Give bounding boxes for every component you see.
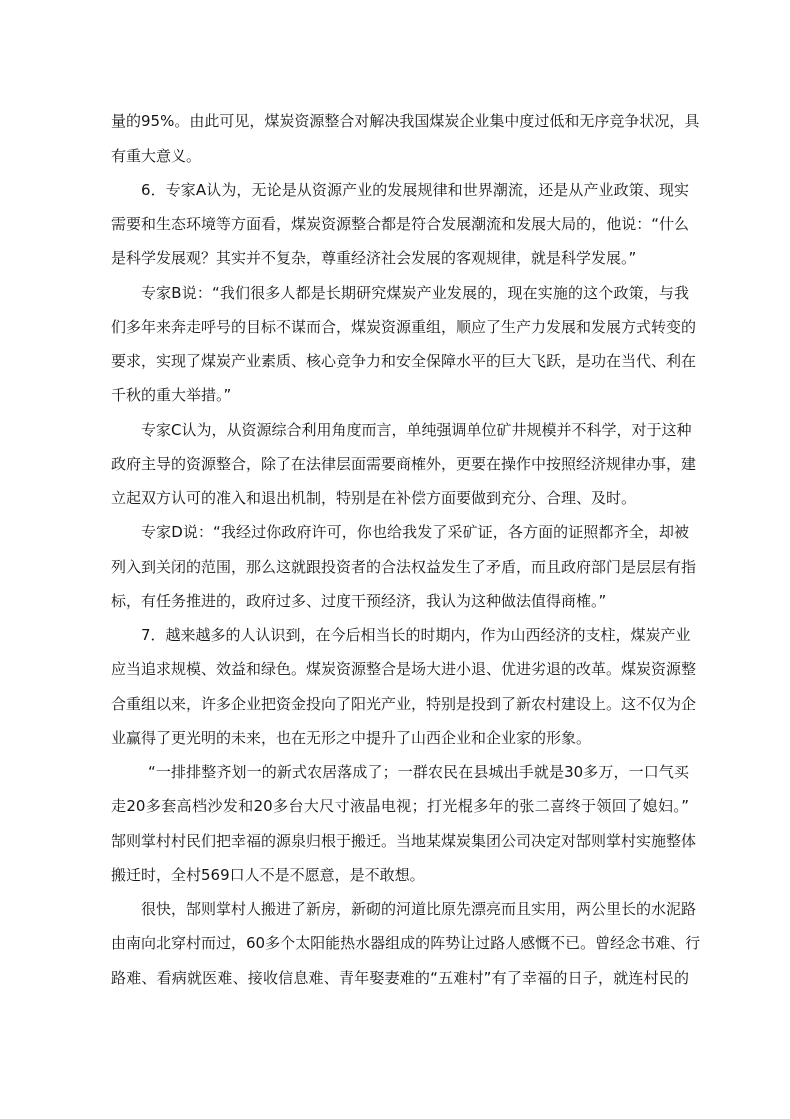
- paragraph-line: 是科学发展观？其实并不复杂，尊重经济社会发展的客观规律，就是科学发展。”: [111, 249, 637, 267]
- paragraph-line: 标，有任务推进的，政府过多、过度干预经济，我认为这种做法值得商榷。”: [111, 592, 607, 610]
- paragraph-line: 列入到关闭的范围，那么这就跟投资者的合法权益发生了矛盾，而且政府部门是层层有指: [111, 558, 697, 576]
- paragraph-line: 政府主导的资源整合，除了在法律层面需要商榷外，更要在操作中按照经济规律办事，建: [111, 455, 697, 473]
- paragraph-line: 郜则掌村村民们把幸福的源泉归根于搬迁。当地某煤炭集团公司决定对郜则掌村实施整体: [111, 832, 697, 850]
- paragraph-line: 专家D说：“我经过你政府许可，你也给我发了采矿证，各方面的证照都齐全，却被: [141, 523, 689, 541]
- paragraph-line: 千秋的重大举措。”: [111, 386, 232, 404]
- paragraph-line: 6．专家A认为，无论是从资源产业的发展规律和世界潮流，还是从产业政策、现实: [141, 181, 689, 199]
- paragraph-line: 专家C认为，从资源综合利用角度而言，单纯强调单位矿井规模并不科学，对于这种: [141, 421, 692, 439]
- paragraph-line: 7．越来越多的人认识到，在今后相当长的时期内，作为山西经济的支柱，煤炭产业: [141, 626, 691, 644]
- paragraph-line: 有重大意义。: [111, 147, 202, 165]
- paragraph-line: 量的95%。由此可见，煤炭资源整合对解决我国煤炭企业集中度过低和无序竞争状况，具: [111, 112, 700, 130]
- paragraph-line: 需要和生态环境等方面看，煤炭资源整合都是符合发展潮流和发展大局的，他说：“什么: [111, 215, 689, 233]
- paragraph-line: 由南向北穿村而过，60多个太阳能热水器组成的阵势让过路人感慨不已。曾经念书难、行: [111, 934, 701, 952]
- paragraph-line: 路难、看病就医难、接收信息难、青年娶妻难的“五难村”有了幸福的日子，就连村民的: [111, 969, 689, 987]
- paragraph-line: “一排排整齐划一的新式农居落成了；一群农民在县城出手就是30多万，一口气买: [148, 763, 689, 781]
- paragraph-line: 搬迁时，全村569口人不是不愿意，是不敢想。: [111, 866, 425, 884]
- paragraph-line: 应当追求规模、效益和绿色。煤炭资源整合是场大进小退、优进劣退的改革。煤炭资源整: [111, 660, 697, 678]
- paragraph-line: 立起双方认可的准入和退出机制，特别是在补偿方面要做到充分、合理、及时。: [111, 489, 637, 507]
- paragraph-line: 很快，郜则掌村人搬进了新房，新砌的河道比原先漂亮而且实用，两公里长的水泥路: [141, 900, 697, 918]
- paragraph-line: 走20多套高档沙发和20多台大尺寸液晶电视；打光棍多年的张二喜终于领回了媳妇。”: [111, 797, 689, 815]
- paragraph-line: 业赢得了更光明的未来，也在无形之中提升了山西企业和企业家的形象。: [111, 729, 592, 747]
- paragraph-line: 合重组以来，许多企业把资金投向了阳光产业，特别是投到了新农村建设上。这不仅为企: [111, 695, 697, 713]
- paragraph-line: 要求，实现了煤炭产业素质、核心竞争力和安全保障水平的巨大飞跃，是功在当代、利在: [111, 352, 697, 370]
- paragraph-line: 专家B说：“我们很多人都是长期研究煤炭产业发展的，现在实施的这个政策，与我: [141, 284, 689, 302]
- paragraph-line: 们多年来奔走呼号的目标不谋而合，煤炭资源重组，顺应了生产力发展和发展方式转变的: [111, 318, 697, 336]
